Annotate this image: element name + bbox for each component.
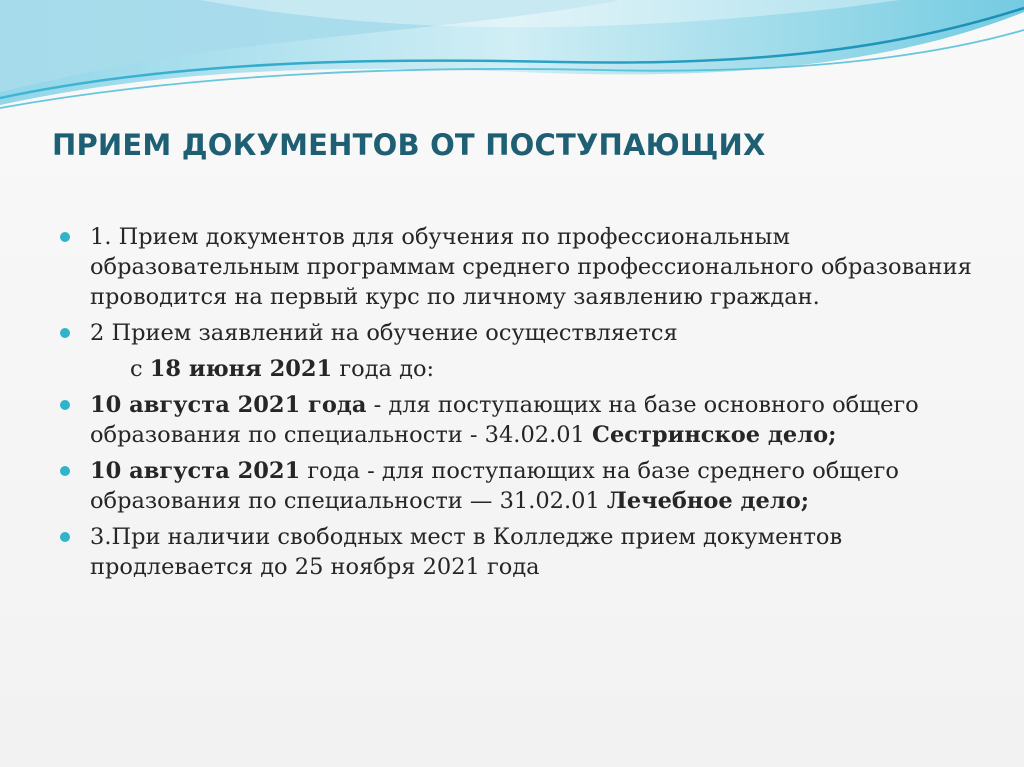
bullet-icon bbox=[60, 400, 70, 410]
item-text: 1. Прием документов для обучения по профессиональным образовательным программам среднего профессионального образования проводится на первый курс по личному заявлению граждан. bbox=[90, 224, 972, 310]
item-text: 2 Прием заявлений на обучение осуществляется bbox=[90, 320, 678, 346]
item-text: - для поступающих на базе основного общего образования по специальности - 34.02.01 bbox=[90, 392, 919, 448]
item-text: 3.При наличии свободных мест в Колледже прием документов продлевается до 25 ноября 2021 года bbox=[90, 524, 843, 580]
item-text-bold-specialty: Сестринское дело; bbox=[592, 422, 837, 448]
bullet-list bbox=[60, 222, 980, 588]
item-text-bold-specialty: Лечебное дело; bbox=[606, 488, 810, 514]
item-text-post: года до: bbox=[332, 356, 435, 382]
bullet-icon bbox=[60, 328, 70, 338]
bullet-icon bbox=[60, 466, 70, 476]
slide-title: ПРИЕМ ДОКУМЕНТОВ ОТ ПОСТУПАЮЩИХ bbox=[52, 128, 766, 162]
list-item bbox=[60, 522, 980, 582]
item-text-bold-date: 10 августа 2021 года bbox=[90, 392, 367, 418]
decorative-wave-header bbox=[0, 0, 1024, 120]
item-text-bold-date: 18 июня 2021 bbox=[149, 356, 333, 382]
list-item bbox=[60, 456, 980, 516]
bullet-icon bbox=[60, 232, 70, 242]
item-text-pre: с bbox=[130, 356, 150, 382]
list-item bbox=[60, 390, 980, 450]
item-text: года - для поступающих на базе среднего общего образования по специальности — 31.02.01 bbox=[90, 458, 899, 514]
list-item-continuation bbox=[60, 354, 980, 384]
bullet-icon bbox=[60, 532, 70, 542]
list-item bbox=[60, 318, 980, 348]
item-text-bold-date: 10 августа 2021 bbox=[90, 458, 301, 484]
list-item bbox=[60, 222, 980, 312]
